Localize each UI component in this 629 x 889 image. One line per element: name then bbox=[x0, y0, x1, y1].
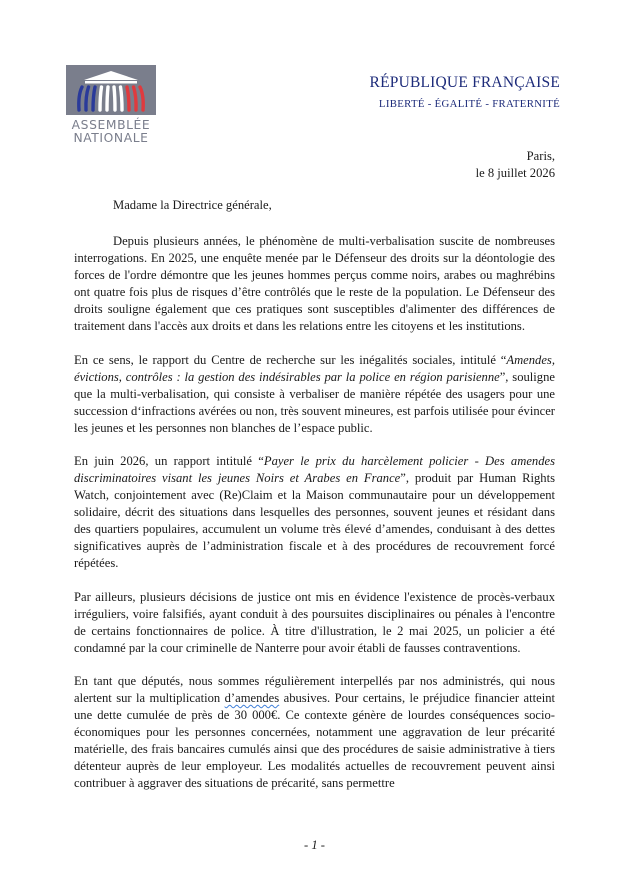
logo-line-2: NATIONALE bbox=[73, 131, 149, 145]
paragraph-4: Par ailleurs, plusieurs décisions de justice ont mis en évidence l'existence de procès-verbaux irréguliers, voire falsifiés, ayant conduit à des poursuites disciplinaires ou pénales à l'encontre de certains fonctionnaires de police. À titre d'illustration, le 2 mai 2025, un policier a été condamné par la cour criminelle de Nanterre pour avoir établi de fausses contraventions. bbox=[74, 589, 555, 655]
paragraph-1: Depuis plusieurs années, le phénomène de multi-verbalisation suscite de nombreuses interrogations. En 2025, une enquête menée par le Défenseur des droits sur la déontologie des forces de l'ordre démontre que les jeunes hommes perçus comme noirs, arabes ou maghrébins ont quatre fois plus de risques d’être contrôlés que le reste de la population. Le Défenseur des droits souligne également que ces pratiques sont susceptibles d'alimenter des différences de traitement dans l'accès aux droits et dans les relations entre les citoyens et les institutions. bbox=[74, 234, 555, 333]
report-title-cris: Amendes, évictions, contrôles : la gestion des indésirables par la police en région parisienne bbox=[74, 352, 555, 384]
place-and-date bbox=[476, 148, 555, 182]
logo-wordmark bbox=[66, 119, 156, 145]
paragraph-3-rest: ”, produit par Human Rights Watch, conjointement avec (Re)Claim et la Maison communautaire pour un développement solidaire, décrit des situations dans lesquelles des personnes, souvent jeunes et résidant dans des quartiers populaires, accumulent un volume très élevé d’amendes, conduisant à des dettes significatives auprès de l’administration fiscale et à des procédures de recouvrement forcé répétées. bbox=[74, 471, 555, 570]
logo-line-1: ASSEMBLÉE bbox=[71, 118, 151, 132]
spellcheck-flagged-word[interactable]: d’amendes bbox=[224, 691, 280, 705]
republic-header bbox=[370, 74, 560, 110]
page-number-text: - 1 - bbox=[304, 838, 325, 852]
republic-title: RÉPUBLIQUE FRANÇAISE bbox=[369, 74, 560, 91]
paragraph-3-intro: En juin 2026, un rapport intitulé “ bbox=[74, 454, 264, 468]
paragraph-5 bbox=[74, 673, 555, 792]
paragraph-5-intro: En tant que députés, nous sommes régulièrement interpellés par nos administrés, qui nous alertent sur la multiplication bbox=[74, 674, 555, 705]
page-number bbox=[0, 838, 629, 853]
salutation: Madame la Directrice générale, bbox=[113, 198, 272, 212]
report-title-hrw: Payer le prix du harcèlement policier - Des amendes discriminatoires visant les jeunes Noirs et Arabes en France bbox=[74, 454, 555, 485]
republic-motto: LIBERTÉ - ÉGALITÉ - FRATERNITÉ bbox=[378, 98, 560, 110]
assemblee-nationale-logo bbox=[66, 65, 156, 145]
paragraph-2-rest: ”, souligne que la multi-verbalisation, qui consiste à verbaliser de manière répétée des usagers pour une succession d‘infractions avérées ou non, très souvent mineures, est parfois utilisée pour évincer les jeunes et les personnes non blanches de l’espace public. bbox=[74, 369, 555, 435]
hemicycle-emblem-icon bbox=[66, 65, 156, 115]
paragraph-5-rest: abusives. Pour certains, le préjudice financier atteint une dette cumulée de près de 30 000€. Ce contexte génère de lourdes conséquences socio-économiques pour les personnes concernées, notamment une aggravation de leur précarité matérielle, des frais bancaires cumulés ainsi que des procédures de saisie administrative à tiers détenteur auprès de leur employeur. Les modalités actuelles de recouvrement peuvent ainsi contribuer à aggraver des situations de précarité, sans permettre bbox=[74, 691, 555, 790]
letter-body bbox=[74, 233, 555, 809]
paragraph-2-intro: En ce sens, le rapport du Centre de recherche sur les inégalités sociales, intitulé “ bbox=[74, 352, 507, 367]
letter-place: Paris, bbox=[526, 149, 555, 163]
paragraph-3 bbox=[74, 453, 555, 572]
paragraph-2 bbox=[74, 352, 555, 437]
letter-date: le 8 juillet 2026 bbox=[475, 166, 555, 180]
